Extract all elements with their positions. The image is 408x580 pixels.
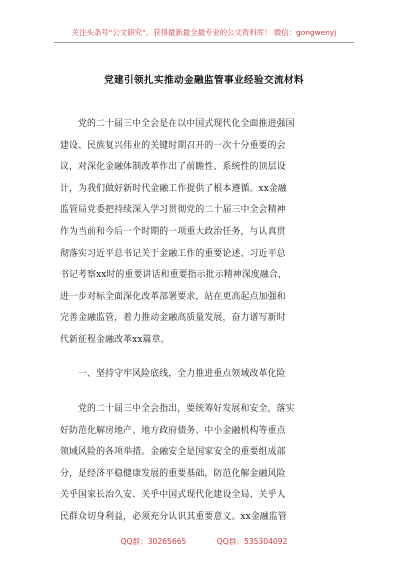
paragraph-line: 完善金融监管，着力推动金融高质量发展，奋力谱写新时 (60, 313, 286, 324)
paragraph-2 (60, 399, 350, 529)
paragraph-line: 监管局党委把持续深入学习贯彻党的二十届三中全会精神 (60, 205, 286, 216)
paragraph-line: 彻落实习近平总书记关于金融工作的重要论述、习近平总 (60, 248, 286, 259)
paragraph-line: 书记考察xx时的重要讲话和重要指示批示精神深度融合， (60, 270, 287, 281)
paragraph-line: 作为当前和今后一个时期的一项重大政治任务，与认真贯 (60, 226, 286, 237)
paragraph-line: 计，为我们做好新时代金融工作提供了根本遵循。xx金融 (60, 183, 287, 194)
document-title: 党建引领扎实推动金融监管事业经验交流材料 (104, 75, 304, 86)
paragraph-line: 党的二十届三中全会是在以中国式现代化全面推进强国 (78, 119, 295, 129)
header-divider (54, 42, 354, 43)
paragraph-line: 议，对深化金融体制改革作出了前瞻性、系统性的顶层设 (60, 162, 286, 173)
footer-contacts (0, 536, 408, 547)
paragraph-line: 进一步对标全面深化改革部署要求，站在更高起点加强和 (60, 291, 286, 302)
header-promo: 关注头条号“公文研究”，获得最新最全最专业的公文资料库！ 微信：gongwenyj (71, 28, 337, 37)
paragraph-line: 关乎国家长治久安、关乎中国式现代化建设全局、关乎人 (60, 490, 286, 501)
qq-group-1: QQ群：30265665 (120, 537, 187, 546)
section-heading-1: 一、坚持守牢风险底线，全力推进重点领域改革化险 (78, 369, 286, 379)
paragraph-line: 领域风险的各项举措。金融安全是国家安全的重要组成部 (60, 447, 286, 458)
paragraph-line: 分，是经济平稳健康发展的重要基础，防范化解金融风险 (60, 468, 286, 479)
paragraph-1 (60, 114, 350, 352)
paragraph-line: 建设、民族复兴伟业的关键时期召开的一次十分重要的会 (60, 140, 286, 151)
paragraph-line: 党的二十届三中全会指出，要统筹好发展和安全，落实 (78, 404, 295, 414)
paragraph-line: 代新征程金融改革xx篇章。 (60, 334, 170, 345)
paragraph-line: 好防范化解房地产、地方政府债务、中小金融机构等重点 (60, 425, 286, 436)
paragraph-line: 民群众切身利益，必须充分认识其重要意义。xx金融监管 (60, 511, 287, 522)
qq-group-2: QQ群：535304092 (216, 537, 288, 546)
